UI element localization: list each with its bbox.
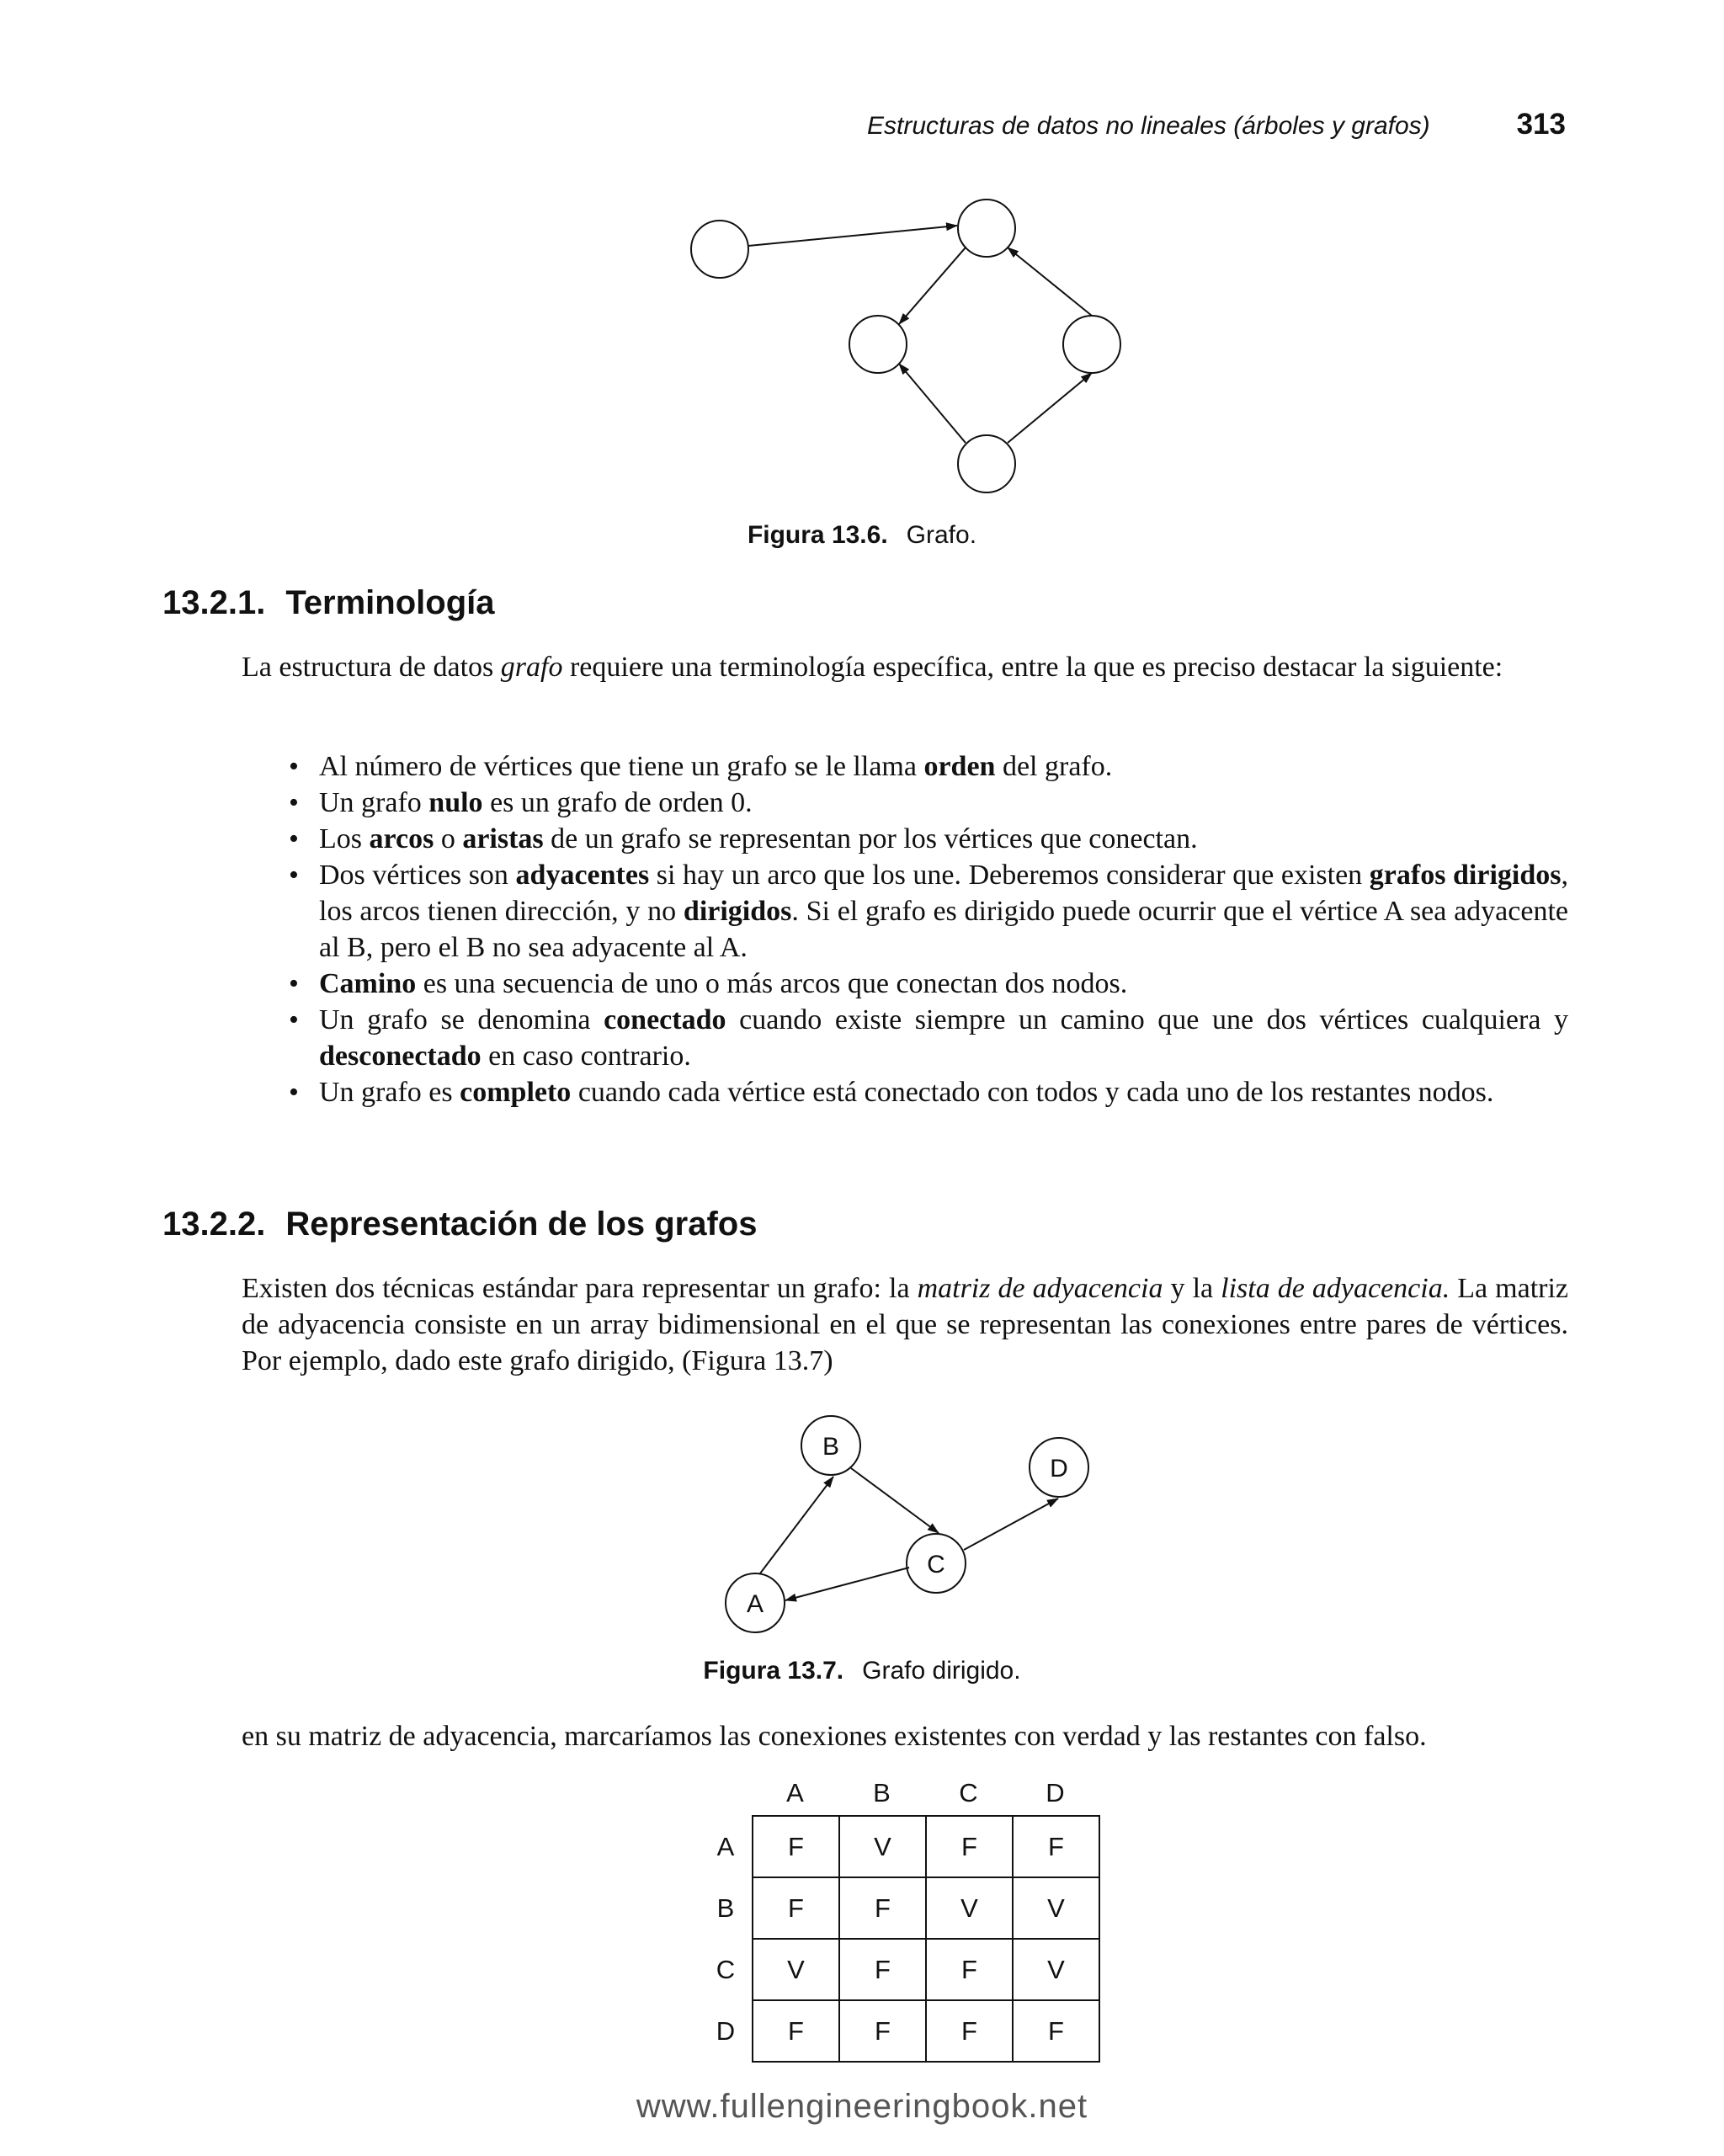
terminology-bullet-item [242, 748, 1568, 785]
bold-term: conectado [604, 1004, 726, 1035]
text-run: si hay un arco que los une. Deberemos considerar que existen [649, 860, 1370, 891]
section-number: 13.2.2. [162, 1206, 266, 1243]
text-run: Al número de vértices que tiene un grafo se le llama [319, 751, 924, 782]
matrix-col-header: A [786, 1778, 804, 1807]
terminology-bullet-item [242, 857, 1568, 966]
node-label-d: D [1050, 1455, 1068, 1483]
italic-term: matriz de adyacencia [917, 1273, 1163, 1304]
representation-intro-paragraph [242, 1270, 1568, 1379]
terminology-bullet-list [242, 748, 1568, 1110]
bold-term: arcos [369, 823, 434, 854]
edge-b-c [851, 1468, 939, 1533]
matrix-cell: V [1013, 1877, 1099, 1939]
text-run: , los arcos tienen dirección, y no [319, 860, 1568, 927]
matrix-row [753, 2000, 1099, 2062]
text-run: requiere una terminología específica, entre la que es preciso destacar la siguiente: [562, 652, 1503, 683]
graph-node [849, 316, 907, 373]
graph-node [958, 200, 1015, 257]
graph-edge [1008, 373, 1092, 443]
page-number: 313 [1516, 108, 1566, 141]
terminology-intro-paragraph [242, 649, 1568, 685]
text-run: cuando existe siempre un camino que une dos vértices cualquiera y [726, 1004, 1569, 1035]
bold-term: dirigidos [683, 896, 792, 927]
text-run: Un grafo se denomina [319, 1004, 604, 1035]
bold-term: Camino [319, 968, 417, 999]
matrix-cell: V [753, 1939, 839, 2000]
edge-c-d [964, 1499, 1058, 1550]
node-label-c: C [927, 1551, 945, 1578]
section-number: 13.2.1. [162, 584, 266, 621]
text-run: Dos vértices son [319, 860, 516, 891]
text-run: de un grafo se representan por los vértices que conectan. [543, 823, 1198, 854]
matrix-cell: F [839, 2000, 926, 2062]
section-title: Representación de los grafos [285, 1206, 758, 1243]
matrix-row-header: A [716, 1832, 735, 1861]
text-run: y la [1163, 1273, 1221, 1304]
text-run: La estructura de datos [242, 652, 501, 683]
text-run: Existen dos técnicas estándar para representar un grafo: la [242, 1273, 918, 1304]
italic-term: lista de adyacencia. [1221, 1273, 1450, 1304]
bold-term: nulo [428, 787, 483, 818]
text-run: La matriz de adyacencia consiste en un array bidimensional en el que se representan las conexiones entre pares de vértices. Por ejemplo, dado este grafo dirigido, (Figura 13.7) [242, 1273, 1569, 1376]
matrix-column-headers [752, 1778, 1105, 1812]
edge-c-a [785, 1568, 909, 1600]
matrix-cell: F [926, 1816, 1013, 1877]
adjacency-matrix [752, 1815, 1100, 2063]
italic-term: grafo [500, 652, 563, 683]
bold-term: aristas [462, 823, 544, 854]
watermark-url: www.fullengineeringbook.net [636, 2088, 1088, 2125]
matrix-cell: F [1013, 1816, 1099, 1877]
graph-edge [899, 364, 966, 443]
matrix-row [753, 1939, 1099, 2000]
figure-13-6-caption [0, 521, 1724, 550]
node-label-b: B [822, 1433, 840, 1461]
bold-term: completo [460, 1077, 572, 1108]
section-title: Terminología [285, 584, 495, 621]
section-heading-terminologia [162, 584, 495, 622]
text-run: Un grafo [319, 787, 429, 818]
text-run: es un grafo de orden 0. [482, 787, 753, 818]
graph-edge [899, 248, 966, 324]
matrix-col-header: C [959, 1778, 978, 1807]
matrix-row-headers [713, 1815, 738, 2068]
matrix-cell: V [1013, 1939, 1099, 2000]
graph-node [1063, 316, 1120, 373]
caption-label: Figura 13.6. [747, 521, 888, 549]
matrix-cell: F [1013, 2000, 1099, 2062]
bold-term: orden [923, 751, 996, 782]
text-run: es una secuencia de uno o más arcos que conectan dos nodos. [416, 968, 1128, 999]
matrix-row [753, 1816, 1099, 1877]
caption-label: Figura 13.7. [703, 1657, 844, 1685]
matrix-cell: F [839, 1877, 926, 1939]
text-run: . Si el grafo es dirigido puede ocurrir que el vértice A sea adyacente al B, pero el B no sea adyacente al A. [319, 896, 1568, 963]
terminology-bullet-item [242, 785, 1568, 821]
matrix-row-header: B [716, 1893, 735, 1923]
text-run: Un grafo es [319, 1077, 460, 1108]
matrix-cell: V [839, 1816, 926, 1877]
text-run: Los [319, 823, 370, 854]
matrix-cell: F [753, 1816, 839, 1877]
graph-node [958, 435, 1015, 492]
matrix-row-header: C [716, 1955, 736, 1984]
graph-node [691, 221, 748, 278]
bold-term: adyacentes [515, 860, 650, 891]
text-run: del grafo. [995, 751, 1113, 782]
terminology-bullet-item [242, 821, 1568, 857]
figure-13-7-diagram [0, 1397, 1724, 1667]
terminology-bullet-item [242, 966, 1568, 1002]
matrix-row [753, 1877, 1099, 1939]
figure-13-6-diagram [0, 0, 1724, 522]
matrix-row-header: D [716, 2016, 736, 2046]
node-label-a: A [746, 1590, 764, 1618]
running-head: Estructuras de datos no lineales (árboles y grafos) [867, 112, 1430, 140]
matrix-cell: F [753, 2000, 839, 2062]
matrix-intro-paragraph: en su matriz de adyacencia, marcaríamos las conexiones existentes con verdad y las restantes con falso. [242, 1721, 1427, 1752]
caption-text: Grafo. [906, 521, 977, 549]
matrix-cell: V [926, 1877, 1013, 1939]
matrix-cell: F [926, 1939, 1013, 2000]
text-run: cuando cada vértice está conectado con todos y cada uno de los restantes nodos. [571, 1077, 1494, 1108]
matrix-col-header: B [873, 1778, 891, 1807]
bold-term: desconectado [319, 1041, 482, 1072]
matrix-cell: F [753, 1877, 839, 1939]
bold-term: grafos dirigidos [1369, 860, 1562, 891]
text-run: o [434, 823, 463, 854]
graph-edge [748, 226, 957, 246]
matrix-col-header: D [1046, 1778, 1065, 1807]
terminology-bullet-item [242, 1002, 1568, 1074]
matrix-cell: F [926, 2000, 1013, 2062]
graph-edge [1008, 248, 1092, 316]
figure-13-7-caption [0, 1657, 1724, 1685]
terminology-bullet-item [242, 1074, 1568, 1110]
edge-a-b [760, 1477, 833, 1573]
matrix-cell: F [839, 1939, 926, 2000]
text-run: en caso contrario. [481, 1041, 691, 1072]
caption-text: Grafo dirigido. [862, 1657, 1021, 1685]
section-heading-representacion [162, 1206, 757, 1243]
